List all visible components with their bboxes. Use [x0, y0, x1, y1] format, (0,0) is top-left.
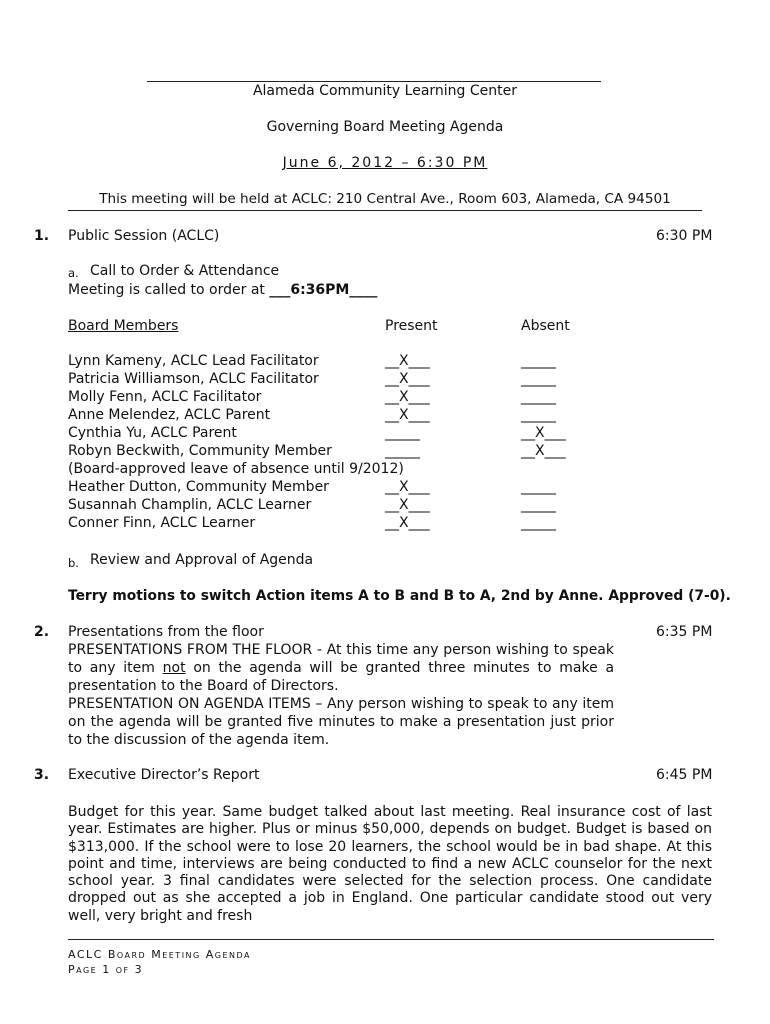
member-name: Heather Dutton, Community Member: [68, 479, 329, 495]
member-present: __X___: [385, 389, 430, 405]
meeting-date: June 6, 2012 – 6:30 PM: [282, 155, 488, 171]
top-rule: [147, 81, 601, 82]
org-name: Alameda Community Learning Center: [252, 83, 518, 99]
section-1-title: Public Session (ACLC): [68, 228, 220, 244]
member-note: (Board-approved leave of absence until 9/2012): [68, 461, 404, 477]
footer-document-name: ACLC Board Meeting Agenda: [68, 948, 251, 961]
member-name: Cynthia Yu, ACLC Parent: [68, 425, 237, 441]
presentations-text: [68, 641, 614, 749]
member-absent: _____: [521, 389, 556, 405]
member-name: Robyn Beckwith, Community Member: [68, 443, 332, 459]
item-b-marker: b.: [68, 556, 79, 570]
absent-header: Absent: [521, 318, 570, 334]
member-absent: _____: [521, 353, 556, 369]
call-to-order-label: Meeting is called to order at: [68, 282, 265, 298]
member-absent: __X___: [521, 443, 566, 459]
section-3-number: 3.: [34, 767, 50, 783]
floor-text-not: not: [162, 660, 186, 676]
section-2-time: 6:35 PM: [656, 624, 713, 640]
member-name: Patricia Williamson, ACLC Facilitator: [68, 371, 319, 387]
footer-page-number: Page 1 of 3: [68, 963, 144, 976]
executive-report-text: Budget for this year. Same budget talked about last meeting. Real insurance cost of last year. Estimates are higher. Plus or minus $50,000, depends on budget. Budget is based on $313,000. If the school were to lose 20 learners, the school would be in bad shape. At this point and time, interviews are being conducted to find a new ACLC counselor for the next school year. 3 final candidates were selected for the selection process. One candidate dropped out as she accepted a job in England. One particular candidate stood out very well, very bright and fresh: [68, 804, 712, 924]
item-a-title: Call to Order & Attendance: [90, 263, 280, 279]
member-name: Anne Melendez, ACLC Parent: [68, 407, 271, 423]
member-absent: __X___: [521, 425, 566, 441]
member-present: __X___: [385, 371, 430, 387]
member-absent: _____: [521, 497, 556, 513]
member-name: Susannah Champlin, ACLC Learner: [68, 497, 312, 513]
member-absent: _____: [521, 479, 556, 495]
presentations-floor-paragraph: [68, 641, 614, 695]
section-1-number: 1.: [34, 228, 50, 244]
header-rule: [68, 210, 702, 211]
section-3-time: 6:45 PM: [656, 767, 713, 783]
floor-text-start: PRESENTATIONS FROM THE FLOOR - At this time any person wishing to speak to any item: [68, 642, 614, 676]
document-title: Governing Board Meeting Agenda: [266, 119, 504, 135]
member-absent: _____: [521, 515, 556, 531]
footer-rule: [68, 939, 714, 940]
member-present: _____: [385, 425, 420, 441]
member-absent: _____: [521, 407, 556, 423]
member-present: __X___: [385, 407, 430, 423]
member-present: __X___: [385, 479, 430, 495]
item-a-marker: a.: [68, 266, 79, 280]
section-1-time: 6:30 PM: [656, 228, 713, 244]
floor-text-end: on the agenda will be granted three minutes to make a presentation to the Board of Directors.: [68, 660, 615, 694]
call-to-order-text: [68, 282, 377, 298]
member-present: _____: [385, 443, 420, 459]
board-members-header: Board Members: [68, 318, 179, 334]
member-present: __X___: [385, 515, 430, 531]
presentations-agenda-paragraph: PRESENTATION ON AGENDA ITEMS – Any person wishing to speak to any item on the agenda will be granted five minutes to make a presentation just prior to the discussion of the agenda item.: [68, 696, 614, 748]
present-header: Present: [385, 318, 438, 334]
call-to-order-time: ___6:36PM____: [269, 282, 378, 298]
section-3-title: Executive Director’s Report: [68, 767, 260, 783]
member-absent: _____: [521, 371, 556, 387]
item-b-title: Review and Approval of Agenda: [90, 552, 314, 568]
agenda-motion: Terry motions to switch Action items A to B and B to A, 2nd by Anne. Approved (7-0).: [68, 588, 731, 604]
member-name: Molly Fenn, ACLC Facilitator: [68, 389, 262, 405]
member-present: __X___: [385, 353, 430, 369]
section-2-number: 2.: [34, 624, 50, 640]
member-name: Conner Finn, ACLC Learner: [68, 515, 256, 531]
member-present: __X___: [385, 497, 430, 513]
meeting-location: This meeting will be held at ACLC: 210 Central Ave., Room 603, Alameda, CA 94501: [99, 191, 671, 207]
member-name: Lynn Kameny, ACLC Lead Facilitator: [68, 353, 319, 369]
section-2-title: Presentations from the floor: [68, 624, 264, 640]
